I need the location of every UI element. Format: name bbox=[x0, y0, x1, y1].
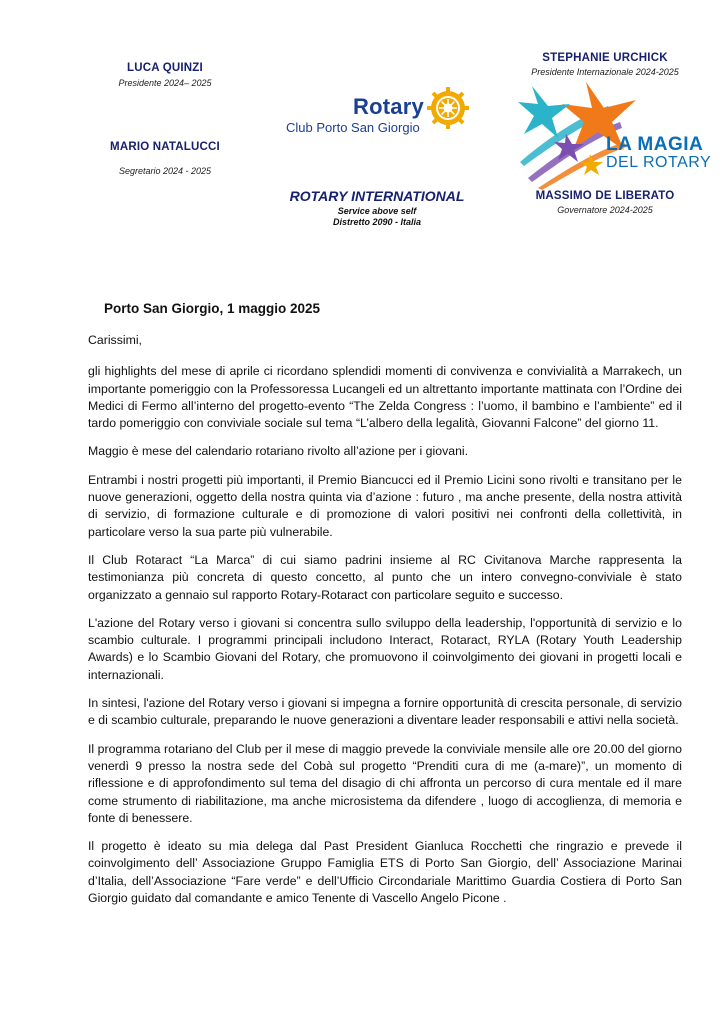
la-magia-del-rotary-logo bbox=[508, 78, 712, 190]
rotary-international-title: ROTARY INTERNATIONAL bbox=[289, 188, 465, 204]
paragraph-6: In sintesi, l'azione del Rotary verso i giovani si impegna a fornire opportunità di crescita personale, di servizio e di scambio culturale, preparando le nuove generazioni a diventare leader responsabili e attivi nella società. bbox=[88, 696, 682, 728]
international-president-name: STEPHANIE URCHICK bbox=[542, 52, 668, 64]
rotary-wheel-icon bbox=[426, 86, 470, 130]
rotary-wordmark: Rotary bbox=[353, 94, 424, 119]
paragraph-5: L'azione del Rotary verso i giovani si concentra sullo sviluppo della leadership, l'opportunità di servizio e lo scambio culturale. I programmi principali includono Interact, Rotaract, RYLA (Rotary Youth Leadership Awards) e lo Scambio Giovani del Rotary, che promuovono il coinvolgimento dei giovani in progetti locali e internazionali. bbox=[88, 615, 682, 682]
president-name: LUCA QUINZI bbox=[127, 62, 203, 74]
paragraph-1: gli highlights del mese di aprile ci ricordano splendidi momenti di convivenza e convivialità a Marrakech, un importante pomeriggio con la Professoressa Lucangeli ed un altrettanto importante mattinata con l’Ordine dei Medici di Fermo all’interno del progetto-evento “The Zelda Congress : l’uomo, il bambino e l’ambiente” ed il tardo pomeriggio con conviviale sociale sul tema “L’albero della legalità, Giovanni Falcone” del giorno 11. bbox=[88, 364, 682, 431]
magia-line1: LA MAGIA bbox=[606, 134, 704, 155]
secretary-name: MARIO NATALUCCI bbox=[110, 141, 220, 153]
paragraph-4: Il Club Rotaract “La Marca” di cui siamo padrini insieme al RC Civitanova Marche rappresenta la testimonianza più concreta di questo concetto, al punto che un intero convegno-conviviale è stato organizzato a gennaio sul rapporto Rotary-Rotaract con particolare seguito e successo. bbox=[88, 552, 682, 602]
paragraph-2: Maggio è mese del calendario rotariano rivolto all’azione per i giovani. bbox=[88, 444, 469, 459]
president-role: Presidente 2024– 2025 bbox=[118, 78, 212, 88]
letter-body bbox=[88, 332, 682, 918]
governor-name: MASSIMO DE LIBERATO bbox=[535, 190, 675, 202]
magia-line2: DEL ROTARY bbox=[606, 154, 712, 171]
paragraph-8: Il progetto è ideato su mia delega dal Past President Gianluca Rocchetti che ringrazio e prevede il coinvolgimento dell’ Associazione Gruppo Famiglia ETS di Porto San Giorgio, dell’ Associazione Marinai d’Italia, dell’Associazione “Fare verde” e dell’Ufficio Circondariale Marittimo Guardia Costiera di Porto San Giorgio guidato dal comandante e amico Tenente di Vascello Angelo Picone . bbox=[88, 839, 682, 906]
paragraph-7: Il programma rotariano del Club per il mese di maggio prevede la conviviale mensile alle ore 20.00 del giorno venerdì 9 presso la nostra sede del Cobà sul progetto “Prenditi cura di me (a-mare)”, un momento di riflessione e di approfondimento sul tema del disagio di chi affronta un percorso di cura mentale ed il mare come strumento di riabilitazione, ma anche microsistema da difendere , luogo di accoglienza, di memoria e fonte di benessere. bbox=[88, 741, 682, 825]
motto: Service above self bbox=[337, 206, 417, 216]
salutation: Carissimi, bbox=[88, 333, 142, 347]
paragraph-3: Entrambi i nostri progetti più importanti, il Premio Biancucci ed il Premio Licini sono rivolti e transitano per le nuove generazioni, oggetto della nostra quinta via d’azione : futuro , ma anche presente, della nostra attività di servizio, di formazione culturale e di promozione di valori positivi nei confronti della collettività, in particolare verso la sua parte più vulnerabile. bbox=[88, 472, 682, 539]
international-president-role: Presidente Internazionale 2024-2025 bbox=[531, 67, 679, 77]
rotary-club-logo bbox=[283, 86, 473, 138]
letter-date: Porto San Giorgio, 1 maggio 2025 bbox=[104, 301, 321, 316]
governor-role: Governatore 2024-2025 bbox=[557, 205, 653, 215]
secretary-role: Segretario 2024 - 2025 bbox=[118, 166, 212, 176]
district: Distretto 2090 - Italia bbox=[332, 217, 422, 227]
club-name: Club Porto San Giorgio bbox=[286, 120, 420, 135]
